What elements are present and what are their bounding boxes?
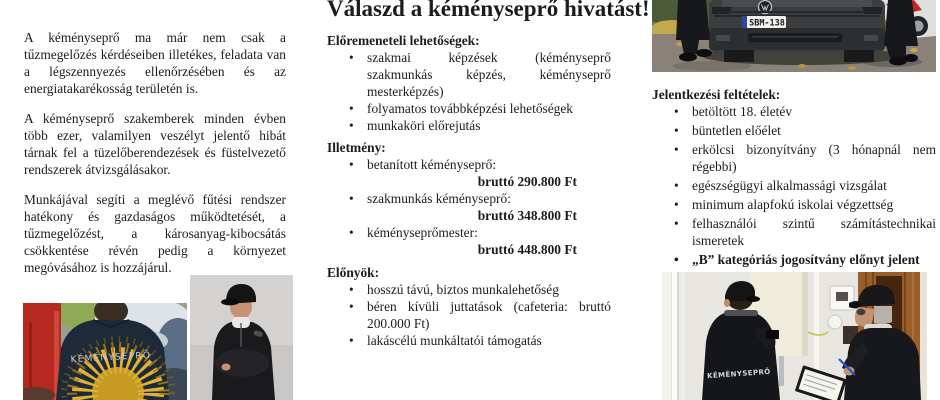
- list-item: • munkaköri előrejutás: [327, 117, 611, 134]
- van-photo-illustration: [652, 0, 936, 72]
- salary-amount: bruttó 348.800 Ft: [477, 208, 577, 223]
- salary-amount: bruttó 448.800 Ft: [477, 242, 577, 257]
- list-item: • hosszú távú, biztos munkalehetőség: [327, 281, 611, 298]
- boiler-inspection-photo: [662, 272, 927, 400]
- crossed-arms: [215, 349, 269, 377]
- salary-item: [327, 224, 611, 258]
- license-plate-eu-strip: [742, 16, 747, 28]
- list-item: • erkölcsi bizonyítvány (3 hónapnál nem régebbi): [652, 141, 936, 175]
- brush-photo-illustration: [23, 303, 187, 400]
- list-item: • büntetlen előélet: [652, 122, 936, 139]
- sweep-portrait-photo: [190, 275, 293, 400]
- license-plate-text: SBM-138: [749, 18, 785, 29]
- intro-paragraph-3: Munkájával segíti a meglévő fűtési rendszer hatékony és gazdaságos működtetését, a tűzmegelőzést, a károsanyag-kibocsátás csökkentése révén pedig a környezet megóvásához is hozzájárul.: [24, 192, 286, 275]
- list-item: • szakmai képzések (kéményseprő szakmunkás képzés, kéményseprő mesterképzés): [327, 49, 611, 100]
- jacket-text: KÉMÉNYSEPRŐ: [70, 350, 152, 366]
- salary-list: [327, 156, 611, 258]
- intro-paragraph-1: A kéményseprő ma már nem csak a tűzmegelőzés kérdéseiben illetékes, feladata van a légszennyezés ellenőrzésében és az energiatakarékosság területén is.: [24, 30, 286, 96]
- salary-amount: bruttó 290.800 Ft: [477, 174, 577, 189]
- career-heading: Előremeneteli lehetőségek:: [327, 33, 480, 48]
- requirements-column: [652, 0, 936, 400]
- list-item: • lakáscélú munkáltatói támogatás: [327, 332, 611, 349]
- salary-item: [327, 156, 611, 190]
- requirements-list: [652, 103, 936, 268]
- chimney-brush-photo: [23, 303, 187, 400]
- intro-column: [24, 29, 286, 289]
- list-item: • felhasználói szintű számítástechnikai ismeretek: [652, 215, 936, 249]
- portrait-photo-illustration: [190, 275, 293, 400]
- page-title: Válaszd a kéményseprő hivatást!: [327, 0, 650, 21]
- jacket-text: KÉMÉNYSEPRŐ: [706, 367, 771, 381]
- list-item: • minimum alapfokú iskolai végzettség: [652, 196, 936, 213]
- list-item: • betöltött 18. életév: [652, 103, 936, 120]
- list-item: • egészségügyi alkalmassági vizsgálat: [652, 177, 936, 194]
- benefits-heading: Előnyök:: [327, 265, 380, 280]
- salary-label: • kéményseprőmester:: [367, 225, 478, 240]
- service-van-photo: [652, 0, 936, 72]
- inspection-photo-illustration: [662, 272, 927, 400]
- requirements-heading: Jelentkezési feltételek:: [652, 87, 781, 102]
- main-column: [327, 0, 650, 349]
- career-list: [327, 49, 611, 134]
- salary-heading: Illetmény:: [327, 140, 386, 155]
- intro-paragraph-2: A kéményseprő szakemberek minden évben több ezer, valamilyen veszélyt jelentő hibát tárnak fel a tüzelőberendezések és füstelvezető rendszerek átvizsgálásakor.: [24, 111, 286, 177]
- list-item-bold: • „B” kategóriás jogosítvány előnyt jelent: [652, 251, 936, 268]
- salary-label: • szakmunkás kéményseprő:: [367, 191, 511, 206]
- list-item: • béren kívüli juttatások (cafeteria: bruttó 200.000 Ft): [327, 298, 611, 332]
- salary-item: [327, 190, 611, 224]
- benefits-list: [327, 281, 611, 349]
- list-item: • folyamatos továbbképzési lehetőségek: [327, 100, 611, 117]
- salary-label: • betanított kéményseprő:: [367, 157, 497, 172]
